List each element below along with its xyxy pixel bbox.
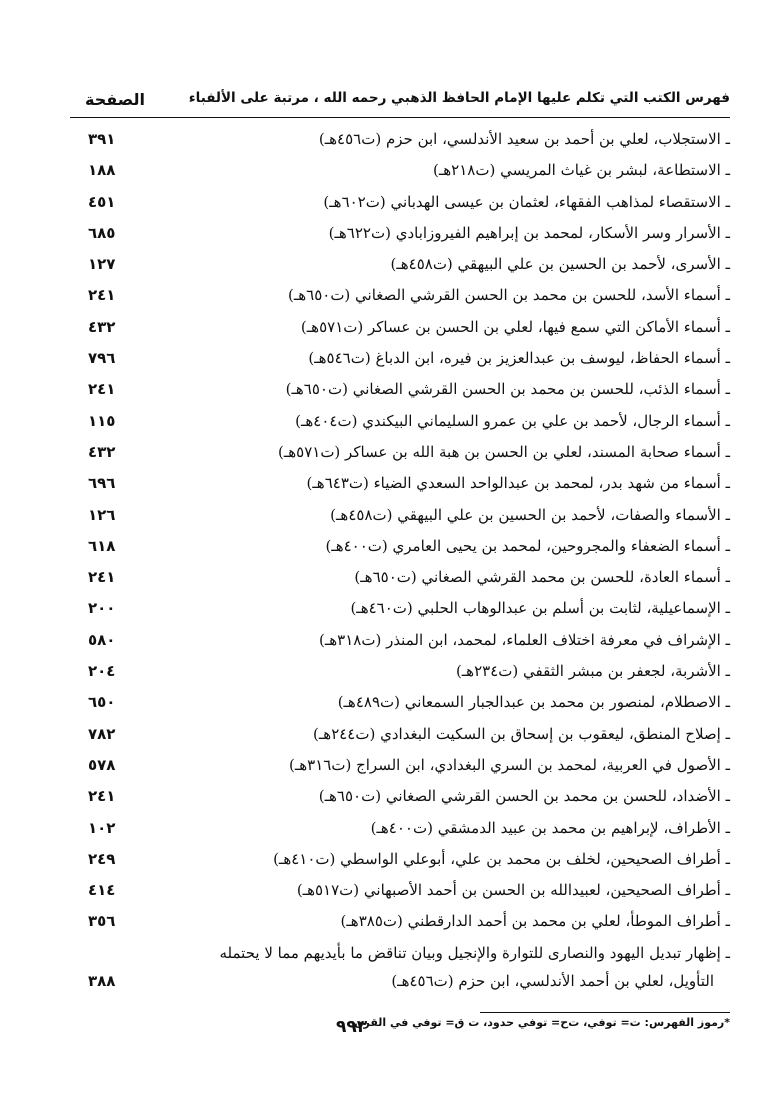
- entry-page-number: ٤٣٢: [88, 442, 116, 461]
- entry-title: ـ أطراف الصحيحين، لعبيدالله بن الحسن بن أحمد الأصبهاني (ت٥١٧هـ): [296, 881, 730, 900]
- entry-title: ـ إظهار تبديل اليهود والنصارى للتوارة والإنجيل وبيان تناقض ما بأيديهم مما لا يحتمله: [219, 943, 730, 962]
- index-entry: [70, 845, 730, 876]
- index-entry: [70, 438, 730, 469]
- entry-page-number: ٧٨٢: [88, 724, 116, 743]
- entry-title: ـ أسماء الرجال، لأحمد بن علي بن عمرو السليماني البيكندي (ت٤٠٤هـ): [295, 411, 730, 430]
- entry-title: ـ الأسرار وسر الأسكار، لمحمد بن إبراهيم الفيروزابادي (ت٦٢٢هـ): [328, 223, 730, 242]
- entry-title: ـ إصلاح المنطق، ليعقوب بن إسحاق بن السكيت البغدادي (ت٢٤٤هـ): [313, 724, 730, 743]
- index-entry: [70, 156, 730, 187]
- entry-title: ـ أطراف الصحيحين، لخلف بن محمد بن علي، أبوعلي الواسطي (ت٤١٠هـ): [273, 849, 730, 868]
- index-entry: [70, 125, 730, 156]
- index-entry: [70, 281, 730, 312]
- index-entry: [70, 188, 730, 219]
- entry-title: ـ أسماء الأسد، للحسن بن محمد بن الحسن القرشي الصغاني (ت٦٥٠هـ): [287, 286, 730, 305]
- entry-page-number: ٣٨٨: [88, 971, 116, 990]
- footnote-rule: [480, 1012, 730, 1013]
- entry-page-number: ٤١٤: [88, 881, 116, 900]
- index-entry: [70, 720, 730, 751]
- footnote: *رموز الفهرس: ت= توفي، ت‌ح= توفي حدود، ت ق= توفي في القرن: [354, 1016, 730, 1029]
- index-entry: [70, 469, 730, 500]
- entry-title: ـ الاستقصاء لمذاهب الفقهاء، لعثمان بن عيسى الهدباني (ت٦٠٢هـ): [323, 192, 730, 211]
- index-entry: [70, 782, 730, 813]
- entry-title: ـ الأطراف، لإبراهيم بن محمد بن عبيد الدمشقي (ت٤٠٠هـ): [370, 818, 730, 837]
- entry-page-number: ٦٥٠: [88, 693, 116, 712]
- entry-title: ـ أسماء الأماكن التي سمع فيها، لعلي بن الحسن بن عساكر (ت٥٧١هـ): [300, 317, 730, 336]
- index-entry: [70, 407, 730, 438]
- entry-title-continuation: التأويل، لعلي بن أحمد الأندلسي، ابن حزم (ت٤٥٦هـ): [391, 971, 714, 990]
- index-entry: [70, 313, 730, 344]
- entry-page-number: ١٢٧: [88, 255, 116, 274]
- page-number: ٩٩٣: [336, 1017, 368, 1037]
- entry-page-number: ١٨٨: [88, 161, 116, 180]
- index-entry: [70, 594, 730, 625]
- index-entry: [70, 657, 730, 688]
- index-entry: [70, 751, 730, 782]
- entry-page-number: ١٢٦: [88, 505, 116, 524]
- index-entry: [70, 219, 730, 250]
- entry-title: ـ أسماء الضعفاء والمجروحين، لمحمد بن يحيى العامري (ت٤٠٠هـ): [325, 536, 730, 555]
- index-entry: [70, 563, 730, 594]
- entry-title: ـ أسماء الحفاظ، ليوسف بن عبدالعزيز بن فيره، ابن الدباغ (ت٥٤٦هـ): [308, 349, 730, 368]
- entry-page-number: ٦٩٦: [88, 474, 116, 493]
- entry-page-number: ٣٩١: [88, 130, 116, 148]
- index-entry: [70, 375, 730, 406]
- entry-title: ـ الأشربة، لجعفر بن مبشر الثقفي (ت٢٣٤هـ): [455, 662, 730, 681]
- entry-page-number: ٢٤١: [88, 568, 116, 587]
- index-entry: [70, 250, 730, 281]
- entry-title: ـ أسماء من شهد بدر، لمحمد بن عبدالواحد السعدي الضياء (ت٦٤٣هـ): [306, 474, 730, 493]
- entry-page-number: ٢٤١: [88, 380, 116, 399]
- entry-page-number: ١١٥: [88, 411, 116, 430]
- index-entry: [70, 344, 730, 375]
- entry-page-number: ٤٣٢: [88, 317, 116, 336]
- entry-title: ـ الأضداد، للحسن بن محمد بن الحسن القرشي الصغاني (ت٦٥٠هـ): [318, 787, 730, 806]
- entry-title: ـ أسماء العادة، للحسن بن محمد القرشي الصغاني (ت٦٥٠هـ): [354, 568, 730, 587]
- entry-page-number: ٢٤٩: [88, 849, 116, 868]
- entry-title: ـ الأسرى، لأحمد بن الحسين بن علي البيهقي (ت٤٥٨هـ): [390, 255, 730, 274]
- entry-page-number: ٢٤١: [88, 787, 116, 806]
- entry-page-number: ٥٨٠: [88, 630, 116, 649]
- index-entry: [70, 939, 730, 999]
- header-rule: [70, 117, 730, 118]
- entry-page-number: ٢٠٠: [88, 599, 116, 618]
- page-header: [85, 84, 730, 118]
- entry-title: ـ أطراف الموطأ، لعلي بن محمد بن أحمد الدارقطني (ت٣٨٥هـ): [340, 912, 730, 931]
- index-entries: [70, 125, 730, 999]
- header-title: فهرس الكتب التي تكلم عليها الإمام الحافظ الذهبي رحمه الله ، مرتبة على الألفباء: [188, 90, 730, 106]
- entry-title: ـ أسماء الذئب، للحسن بن محمد بن الحسن القرشي الصغاني (ت٦٥٠هـ): [285, 380, 730, 399]
- index-entry: [70, 907, 730, 938]
- entry-page-number: ٢٤١: [88, 286, 116, 305]
- entry-page-number: ١٠٢: [88, 818, 116, 837]
- index-entry: [70, 688, 730, 719]
- entry-title: ـ الإسماعيلية، لثابت بن أسلم بن عبدالوهاب الحلبي (ت٤٦٠هـ): [350, 599, 730, 618]
- entry-page-number: ٧٩٦: [88, 349, 116, 368]
- page-column-heading: الصفحة: [85, 90, 146, 109]
- entry-title: ـ الأصول في العربية، لمحمد بن السري البغدادي، ابن السراج (ت٣١٦هـ): [288, 755, 730, 774]
- index-entry: [70, 876, 730, 907]
- entry-page-number: ٦١٨: [88, 536, 116, 555]
- entry-title: ـ الاصطلام، لمنصور بن محمد بن عبدالجبار السمعاني (ت٤٨٩هـ): [337, 693, 730, 712]
- entry-title: ـ الإشراف في معرفة اختلاف العلماء، لمحمد، ابن المنذر (ت٣١٨هـ): [318, 630, 730, 649]
- entry-title: ـ الاستجلاب، لعلي بن أحمد بن سعيد الأندلسي، ابن حزم (ت٤٥٦هـ): [318, 130, 730, 148]
- index-entry: [70, 626, 730, 657]
- index-entry: [70, 532, 730, 563]
- entry-page-number: ٦٨٥: [88, 223, 116, 242]
- entry-title: ـ الأسماء والصفات، لأحمد بن الحسين بن علي البيهقي (ت٤٥٨هـ): [330, 505, 730, 524]
- entry-page-number: ٣٥٦: [88, 912, 116, 931]
- entry-title: ـ الاستطاعة، لبشر بن غياث المريسي (ت٢١٨هـ): [433, 161, 730, 180]
- index-entry: [70, 814, 730, 845]
- entry-title: ـ أسماء صحابة المسند، لعلي بن الحسن بن هبة الله بن عساكر (ت٥٧١هـ): [277, 442, 730, 461]
- index-entry: [70, 501, 730, 532]
- entry-page-number: ٤٥١: [88, 192, 116, 211]
- entry-page-number: ٢٠٤: [88, 662, 116, 681]
- entry-page-number: ٥٧٨: [88, 755, 116, 774]
